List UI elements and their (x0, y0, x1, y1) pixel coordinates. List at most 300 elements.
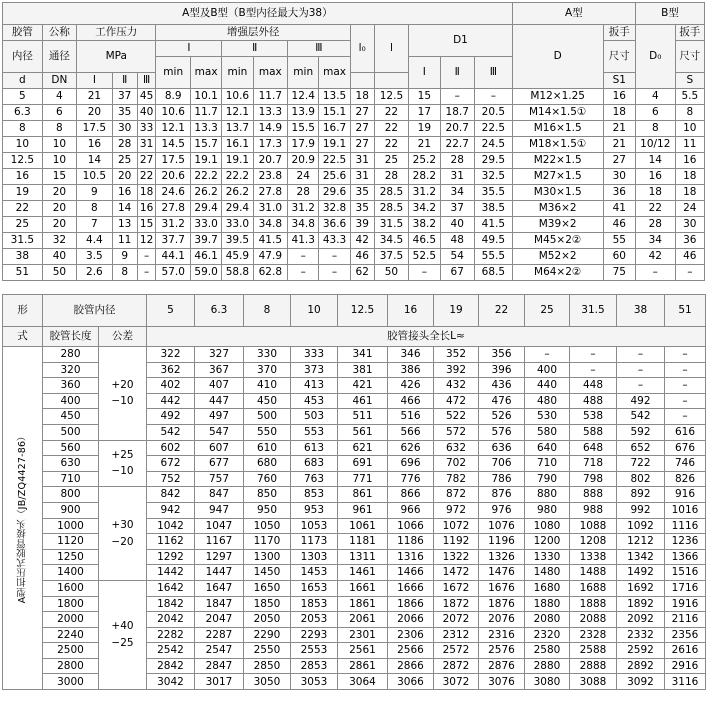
hdr-l-blank (374, 73, 408, 89)
full-length-cell: 1342 (617, 549, 665, 565)
dimension-cell: 16 (77, 137, 113, 153)
dimension-cell: 15 (137, 217, 156, 233)
hdr-d1-2: Ⅱ (440, 57, 474, 89)
hdr-d1-3: Ⅲ (474, 57, 512, 89)
dimension-cell: – (288, 249, 319, 265)
full-length-cell: 1680 (525, 580, 570, 596)
hose-length-cell: 2240 (43, 627, 99, 643)
dimension-cell: – (319, 265, 350, 281)
full-length-cell: 2850 (244, 658, 291, 674)
full-length-cell: 1322 (434, 549, 479, 565)
hdr-l0: l₀ (350, 25, 374, 73)
dimension-cell: 6 (42, 105, 76, 121)
full-length-cell: 1162 (147, 534, 195, 550)
full-length-cell: 2328 (570, 627, 617, 643)
hose-length-cell: 280 (43, 347, 99, 363)
full-length-cell: 1053 (291, 518, 338, 534)
dimension-cell: 8.9 (156, 89, 190, 105)
dimension-cell: 31.2 (156, 217, 190, 233)
full-length-cell: 2553 (291, 643, 338, 659)
full-length-cell: 2853 (291, 658, 338, 674)
full-length-cell: 2876 (479, 658, 525, 674)
full-length-cell: 488 (570, 393, 617, 409)
dimension-cell: 37 (440, 201, 474, 217)
full-length-cell: – (665, 362, 706, 378)
full-length-cell: 771 (338, 471, 388, 487)
dimension-cell: 36.6 (319, 217, 350, 233)
dimension-cell: 40 (440, 217, 474, 233)
form-label (3, 347, 43, 690)
dimension-cell: 16 (675, 153, 704, 169)
dimension-cell: 75 (603, 265, 635, 281)
full-length-cell: 2550 (244, 643, 291, 659)
full-length-cell: 1866 (388, 596, 434, 612)
dimension-cell: 19.1 (319, 137, 350, 153)
dimension-cell: 31.5 (3, 233, 43, 249)
dimension-cell: 41 (603, 201, 635, 217)
dimension-cell: 33.0 (222, 217, 253, 233)
hose-length-cell: 450 (43, 409, 99, 425)
hdr-d: D (512, 25, 603, 89)
full-length-cell: 386 (388, 362, 434, 378)
full-length-cell: 953 (291, 502, 338, 518)
full-length-cell: 592 (617, 424, 665, 440)
full-length-cell: 442 (147, 393, 195, 409)
dimension-cell: 33 (137, 121, 156, 137)
dimension-cell: 43.3 (319, 233, 350, 249)
full-length-cell: 448 (570, 378, 617, 394)
full-length-cell: 1666 (388, 580, 434, 596)
dimension-cell: 15.7 (190, 137, 221, 153)
dimension-row (3, 265, 705, 281)
dimension-cell: 4 (42, 89, 76, 105)
dia-6-3: 6.3 (195, 295, 244, 327)
full-length-cell: 1650 (244, 580, 291, 596)
full-length-cell: 3017 (195, 674, 244, 690)
dimension-cell: M36×2 (512, 201, 603, 217)
full-length-cell: 1492 (617, 565, 665, 581)
full-length-cell: 1676 (479, 580, 525, 596)
dimension-cell: 54 (440, 249, 474, 265)
dimension-cell: 20.5 (474, 105, 512, 121)
full-length-cell: 760 (244, 471, 291, 487)
hdr-max-1: max (190, 57, 221, 89)
dimension-cell: 22 (374, 105, 408, 121)
full-length-cell: 3092 (617, 674, 665, 690)
dimension-cell: 17.9 (288, 137, 319, 153)
dimension-cell: 28 (374, 169, 408, 185)
full-length-cell: 333 (291, 347, 338, 363)
full-length-cell: 538 (570, 409, 617, 425)
hose-length-cell: 2500 (43, 643, 99, 659)
dimension-cell: 15 (42, 169, 76, 185)
full-length-cell: 706 (479, 456, 525, 472)
hdr-reinforce-1: Ⅰ (156, 41, 222, 57)
dimension-cell: 40 (42, 249, 76, 265)
dimension-cell: 5 (3, 89, 43, 105)
dimension-cell: 46 (675, 249, 704, 265)
dimension-cell: 21 (603, 121, 635, 137)
hdr-hose-inner-2: 内径 (3, 41, 43, 73)
dimension-cell: – (675, 265, 704, 281)
full-length-cell: 492 (147, 409, 195, 425)
full-length-cell: 621 (338, 440, 388, 456)
dimension-cell: 14 (635, 153, 675, 169)
full-length-cell: 511 (338, 409, 388, 425)
full-length-cell: 3050 (244, 674, 291, 690)
full-length-cell: 2880 (525, 658, 570, 674)
full-length-cell: 1080 (525, 518, 570, 534)
dimension-cell: 24 (288, 169, 319, 185)
dia-10: 10 (291, 295, 338, 327)
dimension-cell: 34 (635, 233, 675, 249)
dimension-cell: 14.9 (253, 121, 287, 137)
hdr-nominal-1: 公称 (42, 25, 76, 41)
full-length-cell: 497 (195, 409, 244, 425)
dimension-cell: 36 (675, 233, 704, 249)
full-length-cell: 610 (244, 440, 291, 456)
full-length-cell: – (665, 393, 706, 409)
hdr-pressure-1: Ⅰ (77, 73, 113, 89)
dimension-cell: 62.8 (253, 265, 287, 281)
hose-length-cell: 2000 (43, 612, 99, 628)
full-length-cell: 826 (665, 471, 706, 487)
full-length-cell: 1847 (195, 596, 244, 612)
tolerance-plus: +30 (111, 519, 134, 532)
hose-length-cell: 320 (43, 362, 99, 378)
title-a: A型 (512, 3, 635, 25)
hdr-min-2: min (222, 57, 253, 89)
full-length-cell: 786 (479, 471, 525, 487)
full-length-cell: 1716 (665, 580, 706, 596)
dimension-cell: 19.1 (190, 153, 221, 169)
dimension-cell: 16 (112, 185, 137, 201)
dimension-cell: 16 (137, 201, 156, 217)
full-length-cell: 500 (244, 409, 291, 425)
full-length-cell: 547 (195, 424, 244, 440)
dimension-cell: 8 (675, 105, 704, 121)
full-length-cell: 1316 (388, 549, 434, 565)
dimension-cell: 52.5 (409, 249, 440, 265)
full-length-cell: 2872 (434, 658, 479, 674)
dia-31-5: 31.5 (570, 295, 617, 327)
dimension-cell: 16 (635, 169, 675, 185)
dimension-cell: 46.5 (409, 233, 440, 249)
hdr-full-length: 胶管接头全长L≈ (147, 327, 706, 347)
full-length-cell: 1192 (434, 534, 479, 550)
full-length-cell: 1016 (665, 502, 706, 518)
full-length-cell: 402 (147, 378, 195, 394)
dimension-row (3, 217, 705, 233)
full-length-cell: 2866 (388, 658, 434, 674)
dimension-cell: 60 (603, 249, 635, 265)
full-length-cell: 341 (338, 347, 388, 363)
full-length-cell: 1326 (479, 549, 525, 565)
dimension-cell: M16×1.5 (512, 121, 603, 137)
full-length-cell: 566 (388, 424, 434, 440)
full-length-cell: 2092 (617, 612, 665, 628)
dimension-cell: 40 (137, 105, 156, 121)
full-length-cell: 1330 (525, 549, 570, 565)
full-length-cell: 696 (388, 456, 434, 472)
dimension-cell: 8 (42, 121, 76, 137)
full-length-cell: 992 (617, 502, 665, 518)
dimension-cell: 36 (603, 185, 635, 201)
full-length-cell: – (570, 347, 617, 363)
full-length-cell: 421 (338, 378, 388, 394)
tolerance-cell (99, 580, 147, 689)
dimension-cell: 30 (112, 121, 137, 137)
full-length-cell: 880 (525, 487, 570, 503)
dimension-cell: 34.5 (374, 233, 408, 249)
full-length-cell: 1461 (338, 565, 388, 581)
hose-length-cell: 1800 (43, 596, 99, 612)
dimension-cell: 16.7 (319, 121, 350, 137)
length-row (3, 440, 706, 456)
dimension-cell: M18×1.5① (512, 137, 603, 153)
dimension-cell: 3.5 (77, 249, 113, 265)
dimension-cell: 10.5 (77, 169, 113, 185)
full-length-cell: 322 (147, 347, 195, 363)
full-length-cell: 1516 (665, 565, 706, 581)
tolerance-minus: −10 (111, 395, 134, 408)
full-length-cell: 947 (195, 502, 244, 518)
full-length-cell: 1688 (570, 580, 617, 596)
dimension-cell: 42 (635, 249, 675, 265)
full-length-cell: 850 (244, 487, 291, 503)
hdr-form-1: 形 (3, 295, 43, 327)
dimension-cell: 28.5 (374, 201, 408, 217)
title-b: B型 (635, 3, 704, 25)
dimension-cell: 37.5 (374, 249, 408, 265)
dimension-cell: 37 (112, 89, 137, 105)
hdr-pressure-3: Ⅲ (137, 73, 156, 89)
full-length-cell: 613 (291, 440, 338, 456)
full-length-cell: 942 (147, 502, 195, 518)
full-length-cell: 1066 (388, 518, 434, 534)
dimension-cell: 18 (675, 169, 704, 185)
fitting-dimension-rows (3, 89, 705, 281)
full-length-cell: – (665, 347, 706, 363)
full-length-cell: 466 (388, 393, 434, 409)
hose-length-cell: 630 (43, 456, 99, 472)
dimension-cell: 25.6 (319, 169, 350, 185)
hdr-max-2: max (253, 57, 287, 89)
tolerance-cell (99, 440, 147, 487)
dimension-cell: 18 (635, 185, 675, 201)
hdr-hose-length: 胶管长度 (43, 327, 99, 347)
tolerance-plus: +20 (111, 378, 134, 391)
full-length-cell: 1916 (665, 596, 706, 612)
full-length-cell: 1167 (195, 534, 244, 550)
hdr-wrench-b-3: S (675, 73, 704, 89)
full-length-cell: 1453 (291, 565, 338, 581)
dimension-cell: 12.5 (374, 89, 408, 105)
full-length-cell: 453 (291, 393, 338, 409)
dia-8: 8 (244, 295, 291, 327)
dimension-cell: 17.5 (77, 121, 113, 137)
hdr-pressure-unit: MPa (77, 41, 156, 73)
full-length-cell: 1338 (570, 549, 617, 565)
hdr-wrench-b-2: 尺寸 (675, 41, 704, 73)
dimension-cell: 18 (137, 185, 156, 201)
full-length-cell: 561 (338, 424, 388, 440)
hose-length-cell: 3000 (43, 674, 99, 690)
full-length-cell: 2287 (195, 627, 244, 643)
dimension-cell: 38.2 (409, 217, 440, 233)
full-length-cell: 1300 (244, 549, 291, 565)
dimension-cell: 35 (350, 201, 374, 217)
hdr-form-2: 式 (3, 327, 43, 347)
dimension-cell: – (288, 265, 319, 281)
full-length-cell: 3042 (147, 674, 195, 690)
full-length-cell: 1173 (291, 534, 338, 550)
dimension-cell: 22 (3, 201, 43, 217)
dimension-cell: 13.9 (288, 105, 319, 121)
dimension-cell: 38 (3, 249, 43, 265)
hose-length-cell: 710 (43, 471, 99, 487)
full-length-cell: 722 (617, 456, 665, 472)
dimension-cell: M45×2② (512, 233, 603, 249)
dimension-cell: 34 (440, 185, 474, 201)
full-length-cell: 503 (291, 409, 338, 425)
hdr-hose-inner: 胶管内径 (43, 295, 147, 327)
dimension-cell: 13.5 (319, 89, 350, 105)
full-length-cell: 790 (525, 471, 570, 487)
dimension-cell: 31 (137, 137, 156, 153)
dimension-cell: 35 (112, 105, 137, 121)
full-length-cell: 988 (570, 502, 617, 518)
full-length-cell: 718 (570, 456, 617, 472)
full-length-cell: 1236 (665, 534, 706, 550)
dimension-cell: 28 (635, 217, 675, 233)
full-length-cell: 2356 (665, 627, 706, 643)
full-length-cell: 1181 (338, 534, 388, 550)
full-length-cell: 636 (479, 440, 525, 456)
dimension-cell: 11.7 (190, 105, 221, 121)
full-length-cell: 450 (244, 393, 291, 409)
full-length-cell: – (525, 347, 570, 363)
dimension-row (3, 121, 705, 137)
dimension-row (3, 201, 705, 217)
dimension-cell: 16 (603, 89, 635, 105)
dimension-cell: 10.6 (156, 105, 190, 121)
dimension-cell: 62 (350, 265, 374, 281)
dia-51: 51 (665, 295, 706, 327)
full-length-cell: 972 (434, 502, 479, 518)
dimension-cell: 68.5 (474, 265, 512, 281)
full-length-cell: 542 (147, 424, 195, 440)
full-length-cell: 492 (617, 393, 665, 409)
full-length-cell: 2561 (338, 643, 388, 659)
dimension-cell: 47.9 (253, 249, 287, 265)
full-length-cell: 763 (291, 471, 338, 487)
full-length-cell: 776 (388, 471, 434, 487)
full-length-cell: 1072 (434, 518, 479, 534)
dimension-cell: 41.5 (474, 217, 512, 233)
dimension-cell: 9 (112, 249, 137, 265)
full-length-cell: 1186 (388, 534, 434, 550)
dimension-cell: 15 (409, 89, 440, 105)
full-length-cell: 2916 (665, 658, 706, 674)
length-row (3, 487, 706, 503)
dimension-cell: 26.2 (190, 185, 221, 201)
length-row (3, 580, 706, 596)
dimension-cell: 22 (137, 169, 156, 185)
full-length-cell: 480 (525, 393, 570, 409)
dia-16: 16 (388, 295, 434, 327)
full-length-cell: 2847 (195, 658, 244, 674)
dimension-cell: 17.3 (253, 137, 287, 153)
full-length-cell: 400 (525, 362, 570, 378)
full-length-cell: 1200 (525, 534, 570, 550)
dimension-cell: 12.1 (156, 121, 190, 137)
full-length-cell: 847 (195, 487, 244, 503)
full-length-cell: 2282 (147, 627, 195, 643)
hdr-l0-blank (350, 73, 374, 89)
dimension-cell: 22 (635, 201, 675, 217)
dimension-row (3, 105, 705, 121)
dimension-cell: 58.8 (222, 265, 253, 281)
dimension-cell: 35.5 (474, 185, 512, 201)
full-length-cell: 1366 (665, 549, 706, 565)
full-length-cell: 550 (244, 424, 291, 440)
hdr-nominal-3: DN (42, 73, 76, 89)
hose-length-cell: 400 (43, 393, 99, 409)
dimension-cell: 27 (603, 153, 635, 169)
fitting-length-rows (3, 347, 706, 690)
dimension-cell: 31.2 (409, 185, 440, 201)
dimension-cell: 19 (409, 121, 440, 137)
dimension-cell: 17.5 (156, 153, 190, 169)
dimension-cell: 44.1 (156, 249, 190, 265)
dimension-cell: 28 (112, 137, 137, 153)
full-length-cell: 2066 (388, 612, 434, 628)
dimension-cell: 25 (112, 153, 137, 169)
full-length-cell: 2592 (617, 643, 665, 659)
full-length-cell: 2542 (147, 643, 195, 659)
full-length-cell: 683 (291, 456, 338, 472)
full-length-cell: 542 (617, 409, 665, 425)
full-length-cell: 980 (525, 502, 570, 518)
dimension-cell: 19 (3, 185, 43, 201)
hose-length-cell: 1250 (43, 549, 99, 565)
full-length-cell: 2861 (338, 658, 388, 674)
dimension-cell: 10/12 (635, 137, 675, 153)
full-length-cell: 1466 (388, 565, 434, 581)
tolerance-plus: +25 (111, 448, 134, 461)
full-length-cell: 872 (434, 487, 479, 503)
tolerance-cell (99, 347, 147, 441)
dimension-cell: 31.0 (253, 201, 287, 217)
dimension-cell: 25.2 (409, 153, 440, 169)
dimension-cell: 10 (675, 121, 704, 137)
full-length-cell: 392 (434, 362, 479, 378)
dimension-cell: 5.5 (675, 89, 704, 105)
full-length-cell: 961 (338, 502, 388, 518)
full-length-cell: 2290 (244, 627, 291, 643)
full-length-cell: 526 (479, 409, 525, 425)
dimension-cell: 25 (374, 153, 408, 169)
dimension-cell: M39×2 (512, 217, 603, 233)
dimension-row (3, 89, 705, 105)
full-length-cell: 1888 (570, 596, 617, 612)
hdr-wrench-a-2: 尺寸 (603, 41, 635, 73)
dimension-cell: 18 (350, 89, 374, 105)
full-length-cell: 2616 (665, 643, 706, 659)
dimension-cell: 20 (42, 185, 76, 201)
full-length-cell: 1876 (479, 596, 525, 612)
